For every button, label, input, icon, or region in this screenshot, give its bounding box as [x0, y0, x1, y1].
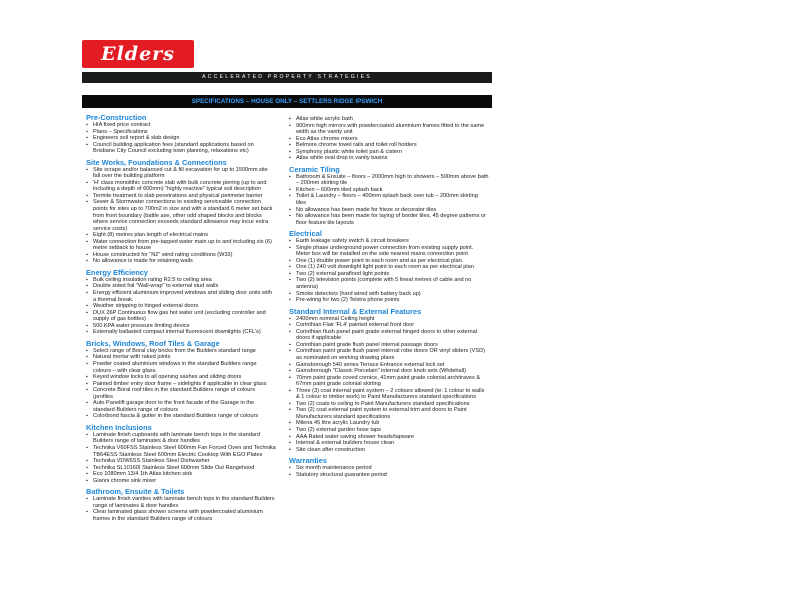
spec-item: ▪ Site scrape and/or balanced cut & fill excavation for up to 1500mm site fall over the building platform	[86, 167, 276, 180]
spec-item: ▪ Powder coated aluminium windows in the standard Builders range colours – with clear glass	[86, 361, 276, 374]
spec-item: ▪ Colorbond fascia & gutter in the standard Builders range of colours	[86, 413, 276, 420]
spec-item: ▪ Sewer & Stormwater connections to existing serviceable connection points for sites up to 700m2 in size and with a standard 6 meter set back from front boundary (battle axe, other odd shaped blocks and blocks where service connection exceeds standard allowance may incur extra service costs)	[86, 199, 276, 232]
section-heading: Kitchen Inclusions	[86, 422, 152, 432]
spec-item: ▪ Statutory structural guarantee period	[289, 472, 489, 479]
spec-item: ▪ Auto Panelift garage door to the front facade of the Garage in the standard Builders range of colours	[86, 400, 276, 413]
left-column	[86, 114, 276, 522]
page-title: SPECIFICATIONS – HOUSE ONLY – SETTLERS RIDGE IPSWICH	[82, 95, 492, 108]
spec-item: ▪ 70mm paint grade coved cornice, 41mm paint grade colonial architraves & 67mm paint grade colonial skirting	[289, 375, 489, 388]
elders-logo	[82, 40, 194, 68]
spec-item: ▪ AAA Rated water saving shower heads/tapware	[289, 434, 489, 441]
spec-item: ▪ Laminate finish cupboards with laminate bench tops in the standard Builders range of laminates & door handles	[86, 432, 276, 445]
spec-item: ▪ Corinthian flush panel paint grade external hinged doors to other external doors if applicable	[289, 329, 489, 342]
spec-item: ▪ 'H' class monolithic concrete slab with bulk concrete piering (up to and including a depth of 600mm) "highly reactive" typical soil description	[86, 180, 276, 193]
spec-item: ▪ Milena 45 litre acrylic Laundry tub	[289, 420, 489, 427]
section-heading: Bricks, Windows, Roof Tiles & Garage	[86, 338, 220, 348]
spec-list	[86, 277, 276, 336]
spec-item: ▪ 500 KPA water pressure limiting device	[86, 323, 276, 330]
spec-list	[86, 496, 276, 522]
spec-item: ▪ Technika VDW6SS Stainless Steel Dishwasher	[86, 458, 276, 465]
spec-item: ▪ Bathroom & Ensuite – floors – 2000mm high to showers – 500mm above bath – 200mm skirting tile	[289, 174, 489, 187]
spec-item: ▪ Six month maintenance period	[289, 465, 489, 472]
section-heading: Electrical	[289, 229, 322, 239]
spec-item: ▪ Technika V60FSS Stainless Steel 600mm Fan Forced Oven and Technika TB64ESS Stainless Steel 600mm Electric Cooktop With EGO Plates	[86, 445, 276, 458]
spec-item: ▪ Natural mortar with raked joints	[86, 354, 276, 361]
spec-item: ▪ Toilet & Laundry – floors – 400mm splash back over tub – 200mm skirting tiles	[289, 193, 489, 206]
spec-item: ▪ Pre-wiring for two (2) Telstra phone points	[289, 297, 489, 304]
spec-item: ▪ One (1) double power point to each room and as per electrical plan.	[289, 258, 489, 265]
spec-item: ▪ Weather stripping to hinged external doors	[86, 303, 276, 310]
spec-item: ▪ Site clean after construction	[289, 447, 489, 454]
spec-item: ▪ Externally ballasted compact internal fluorescent downlights (CFL's)	[86, 329, 276, 336]
spec-item: ▪ Energy efficient aluminium improved windows and sliding door units with a thermal break.	[86, 290, 276, 303]
spec-item: ▪ Two (2) coat external paint system to external trim and doors to Paint Manufacturers standard specifications	[289, 407, 489, 420]
spec-item: ▪ Kitchen – 600mm tiled splash back	[289, 187, 489, 194]
spec-item: ▪ Two (2) external paraflood light points	[289, 271, 489, 278]
section-heading: Energy Efficiency	[86, 267, 149, 277]
spec-item: ▪ Council building application fees (standard applications based on Brisbane City Council excluding town planning, relaxations etc)	[86, 142, 276, 155]
spec-item: ▪ Clear laminated glass shower screens with powdercoated aluminium frames in the standard Builders range of colours	[86, 509, 276, 522]
spec-item: ▪ Corinthian paint grade flush panel internal robe doors OR vinyl sliders (VSD) as nominated on working drawing plans	[289, 348, 489, 361]
spec-item: ▪ Single phase underground power connection from existing supply point. Meter box will be installed on the side nearest mains connection point	[289, 245, 489, 258]
spec-item: ▪ No allowance has been made for laying of border tiles, 45 degree patterns or floor feature tile layouts	[289, 213, 489, 226]
spec-list	[86, 348, 276, 420]
spec-item: ▪ Atlas white acrylic bath	[289, 116, 489, 123]
spec-item: ▪ Symphony plastic white toilet pan & cistern	[289, 149, 489, 156]
spec-item: ▪ Two (2) external garden hose taps	[289, 427, 489, 434]
spec-item: ▪ Two (2) television points (complete with 5 lineal metres of cable and no antenna)	[289, 277, 489, 290]
spec-item: ▪ Concrete Boral roof tiles in the standard Builders range of colours (profiles	[86, 387, 276, 400]
spec-list	[289, 174, 489, 226]
spec-item: ▪ Water connection from pre-tapped water main up to and including six (6) metre setback to house	[86, 239, 276, 252]
spec-item: ▪ Double sided foil "Wall-wrap" to external stud walls	[86, 283, 276, 290]
spec-item: ▪ Bulk ceiling insulation rating R2.5 to ceiling area	[86, 277, 276, 284]
spec-item: ▪ Three (3) coat internal paint system – 2 colours allowed (ie: 1 colour to walls & 1 colour to timber work) to Paint Manufacturers standard specifications	[289, 388, 489, 401]
spec-list	[86, 432, 276, 484]
section-heading: Standard Internal & External Features	[289, 306, 422, 316]
spec-list	[86, 122, 276, 155]
logo-text: Elders	[101, 43, 175, 65]
spec-list	[86, 167, 276, 265]
spec-item: ▪ Corinthian paint grade flush panel internal passage doors	[289, 342, 489, 349]
spec-item: ▪ Internal & external builders house clean	[289, 440, 489, 447]
spec-item: ▪ 2400mm nominal Ceiling height	[289, 316, 489, 323]
spec-list	[289, 316, 489, 453]
spec-item: ▪ Gainsborough "Classic Porcelain" internal door knob sets (Whitehall)	[289, 368, 489, 375]
spec-item: ▪ Atlas white oval drop in vanity basins	[289, 155, 489, 162]
spec-item: ▪ Termite treatment to slab penetrations and physical perimeter barrier	[86, 193, 276, 200]
spec-item: ▪ Smoke detectors (hard wired with battery back up)	[289, 291, 489, 298]
spec-item: ▪ Painted timber entry door frame – sidelights if applicable in clear glass	[86, 381, 276, 388]
spec-item: ▪ Keyed window locks to all opening sashes and sliding doors	[86, 374, 276, 381]
section-heading: Warranties	[289, 456, 327, 466]
spec-item: ▪ Technika SL10160I Stainless Steel 600mm Slide Out Rangehood	[86, 465, 276, 472]
section-heading: Site Works, Foundations & Connections	[86, 157, 227, 167]
spec-item: ▪ Belmore chrome towel rails and toilet roll holders	[289, 142, 489, 149]
spec-item: ▪ No allowance has been made for frieze or decorator tiles	[289, 207, 489, 214]
spec-item: ▪ Two (2) coats to ceiling to Paint Manufacturers standard specifications	[289, 401, 489, 408]
spec-item: ▪ Engineers soil report & slab design	[86, 135, 276, 142]
spec-item: ▪ Select range of Boral clay bricks from the Builders standard range	[86, 348, 276, 355]
spec-item: ▪ HIA fixed price contract	[86, 122, 276, 129]
spec-item: ▪ 900mm high mirrors with powdercoated aluminium frames fitted to the same width as the vanity unit	[289, 123, 489, 136]
section-heading: Bathroom, Ensuite & Toilets	[86, 487, 185, 497]
spec-item: ▪ Eco Atlas chrome mixers	[289, 136, 489, 143]
spec-list	[289, 116, 489, 162]
spec-item: ▪ Eco 1080mm 13/4 1th Atlas kitchen sink	[86, 471, 276, 478]
spec-item: ▪ House constructed for "N2" wind rating conditions (W33)	[86, 252, 276, 259]
spec-item: ▪ Laminate finish vanities with laminate bench tops in the standard Builders range of laminates & door handles	[86, 496, 276, 509]
spec-list	[289, 465, 489, 478]
spec-item: ▪ Earth leakage safety switch & circuit breakers	[289, 238, 489, 245]
section-heading: Ceramic Tiling	[289, 164, 340, 174]
spec-item: ▪ Gianni chrome sink mixer	[86, 478, 276, 485]
spec-item: ▪ One (1) 240 volt downlight light point to each room as per electrical plan	[289, 264, 489, 271]
spec-item: ▪ Corinthian Flair 'FL4' painted external front door	[289, 322, 489, 329]
spec-item: ▪ No allowance is made for retaining walls	[86, 258, 276, 265]
tagline-bar: ACCELERATED PROPERTY STRATEGIES	[82, 72, 492, 83]
section-heading: Pre-Construction	[86, 113, 147, 122]
right-column	[289, 116, 489, 478]
spec-item: ▪ Eight (8) metres plan length of electrical mains	[86, 232, 276, 239]
spec-item: ▪ Gainsborough 540 series Terrace Entrance external lock set	[289, 362, 489, 369]
spec-list	[289, 238, 489, 303]
spec-item: ▪ DUX 26P Continuous flow gas hot water unit (excluding controller and supply of gas bottles)	[86, 310, 276, 323]
spec-item: ▪ Plans – Specifications	[86, 129, 276, 136]
